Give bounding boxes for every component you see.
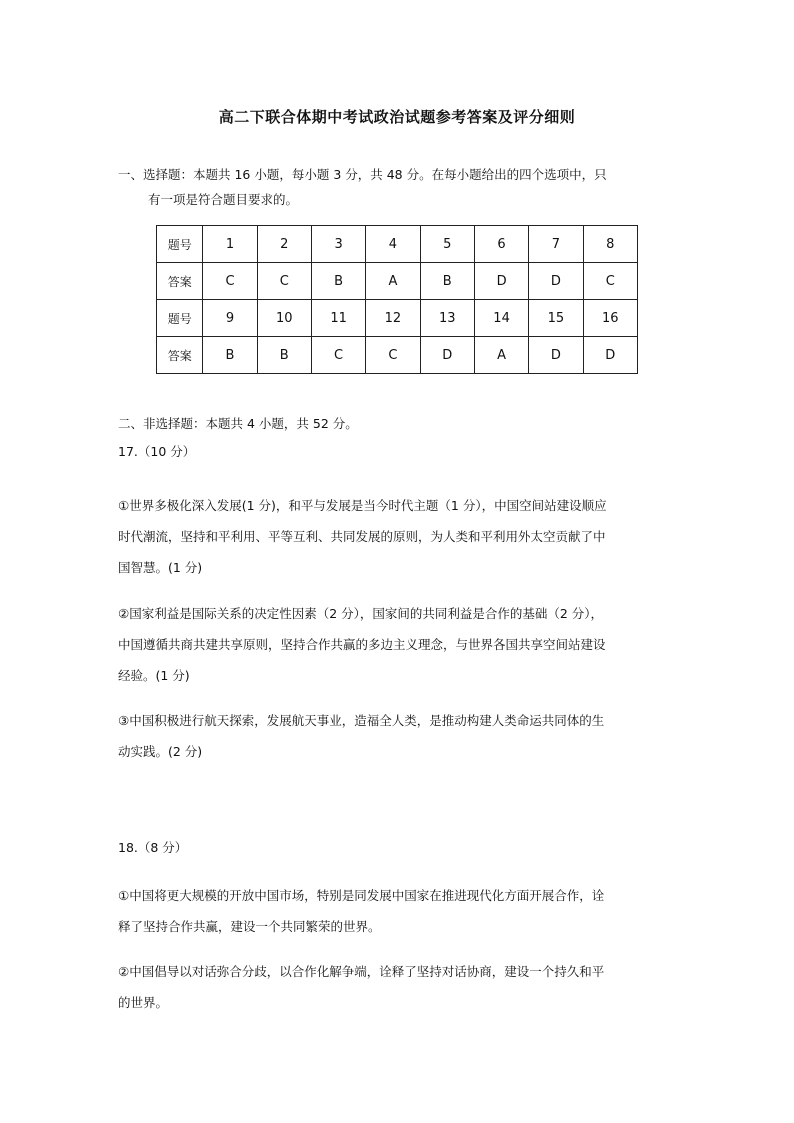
answer-table bbox=[156, 225, 638, 374]
answer-cell: A bbox=[366, 263, 420, 300]
section-choice-line1: 一、选择题：本题共 16 小题，每小题 3 分，共 48 分。在每小题给出的四个选项中，只 bbox=[118, 167, 607, 182]
paragraph-line: ①中国将更大规模的开放中国市场，特别是同发展中国家在推进现代化方面开展合作，诠 bbox=[118, 888, 605, 903]
answer-cell: C bbox=[257, 263, 311, 300]
question-number: 3 bbox=[311, 226, 365, 263]
paragraph-line: 中国遵循共商共建共享原则，坚持合作共赢的多边主义理念，与世界各国共享空间站建设 bbox=[118, 637, 606, 652]
question-18-point-2 bbox=[118, 956, 678, 1018]
question-number: 13 bbox=[420, 300, 474, 337]
row-label: 题号 bbox=[157, 300, 203, 337]
paragraph-line: ③中国积极进行航天探索，发展航天事业，造福全人类，是推动构建人类命运共同体的生 bbox=[118, 713, 605, 728]
section-nonchoice-heading: 二、非选择题：本题共 4 小题，共 52 分。 bbox=[118, 416, 358, 431]
paragraph-line: ①世界多极化深入发展(1 分)，和平与发展是当今时代主题（1 分），中国空间站建设顺应 bbox=[118, 498, 607, 513]
question-number: 6 bbox=[474, 226, 528, 263]
question-17-point-3 bbox=[118, 705, 678, 767]
section-choice-instructions bbox=[118, 162, 683, 212]
answer-cell: B bbox=[420, 263, 474, 300]
question-number: 11 bbox=[311, 300, 365, 337]
question-number: 7 bbox=[529, 226, 583, 263]
answer-cell: A bbox=[474, 337, 528, 374]
paragraph-line: ②国家利益是国际关系的决定性因素（2 分），国家间的共同利益是合作的基础（2 分）， bbox=[118, 606, 604, 621]
answer-cell: B bbox=[257, 337, 311, 374]
question-18-point-1 bbox=[118, 880, 678, 942]
question-number: 9 bbox=[203, 300, 257, 337]
answer-cell: C bbox=[583, 263, 637, 300]
table-row bbox=[157, 300, 638, 337]
question-number: 5 bbox=[420, 226, 474, 263]
row-label: 答案 bbox=[157, 263, 203, 300]
question-18-heading: 18.（8 分） bbox=[118, 840, 188, 855]
section-choice-line2: 有一项是符合题目要求的。 bbox=[148, 192, 299, 207]
question-number: 16 bbox=[583, 300, 637, 337]
row-label: 题号 bbox=[157, 226, 203, 263]
question-17-point-1 bbox=[118, 490, 678, 583]
answer-cell: C bbox=[366, 337, 420, 374]
answer-cell: D bbox=[474, 263, 528, 300]
question-number: 2 bbox=[257, 226, 311, 263]
table-row bbox=[157, 263, 638, 300]
paragraph-line: 经验。(1 分) bbox=[118, 668, 190, 683]
question-number: 15 bbox=[529, 300, 583, 337]
document-title: 高二下联合体期中考试政治试题参考答案及评分细则 bbox=[218, 108, 576, 126]
answer-cell: D bbox=[420, 337, 474, 374]
answer-cell: D bbox=[583, 337, 637, 374]
question-17-heading: 17.（10 分） bbox=[118, 444, 196, 459]
question-number: 10 bbox=[257, 300, 311, 337]
question-number: 12 bbox=[366, 300, 420, 337]
paragraph-line: 动实践。(2 分) bbox=[118, 744, 203, 759]
paragraph-line: 时代潮流，坚持和平利用、平等互利、共同发展的原则，为人类和平利用外太空贡献了中 bbox=[118, 529, 606, 544]
question-number: 1 bbox=[203, 226, 257, 263]
table-row bbox=[157, 226, 638, 263]
answer-cell: C bbox=[203, 263, 257, 300]
question-number: 8 bbox=[583, 226, 637, 263]
answer-cell: C bbox=[311, 337, 365, 374]
question-number: 4 bbox=[366, 226, 420, 263]
question-number: 14 bbox=[474, 300, 528, 337]
question-17-point-2 bbox=[118, 598, 678, 691]
answer-cell: B bbox=[311, 263, 365, 300]
answer-cell: D bbox=[529, 337, 583, 374]
paragraph-line: ②中国倡导以对话弥合分歧，以合作化解争端，诠释了坚持对话协商，建设一个持久和平 bbox=[118, 964, 605, 979]
table-row bbox=[157, 337, 638, 374]
paragraph-line: 释了坚持合作共赢，建设一个共同繁荣的世界。 bbox=[118, 919, 381, 934]
paragraph-line: 国智慧。(1 分) bbox=[118, 560, 203, 575]
answer-cell: D bbox=[529, 263, 583, 300]
row-label: 答案 bbox=[157, 337, 203, 374]
paragraph-line: 的世界。 bbox=[118, 995, 169, 1010]
answer-cell: B bbox=[203, 337, 257, 374]
